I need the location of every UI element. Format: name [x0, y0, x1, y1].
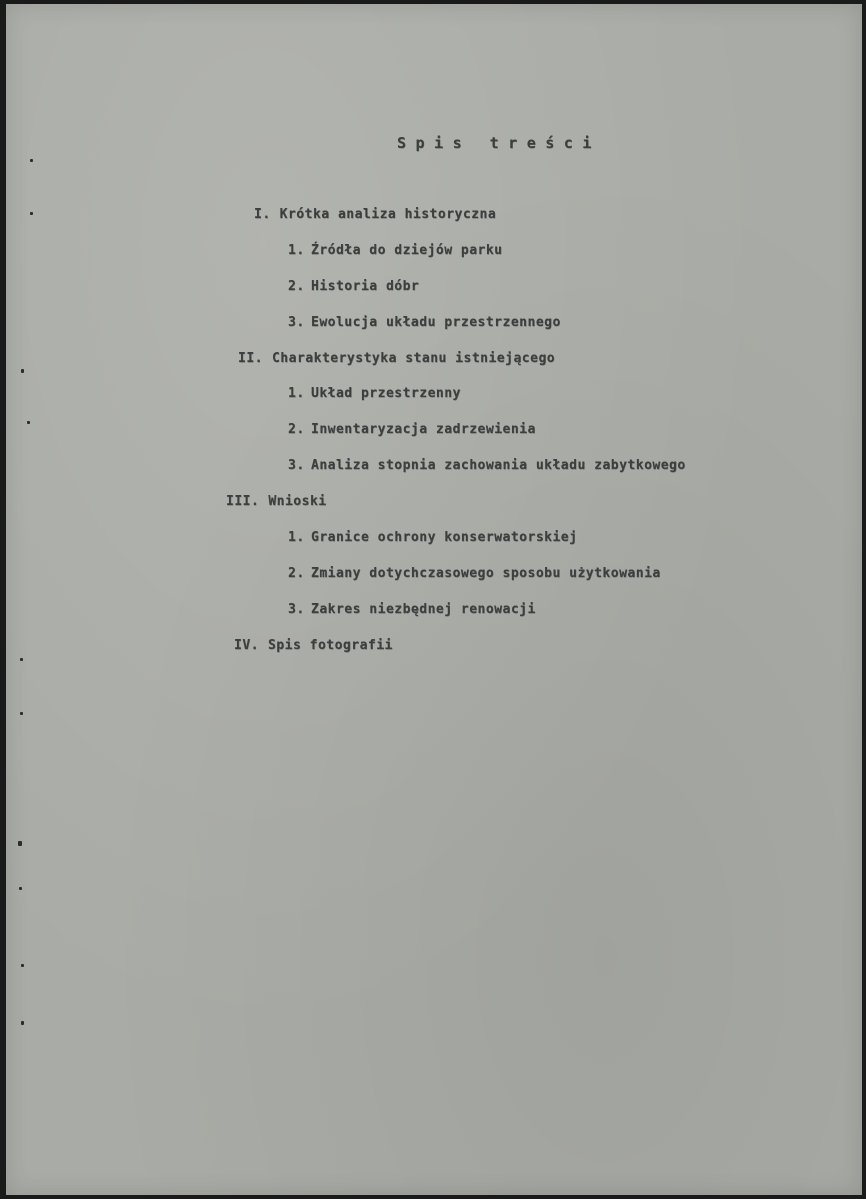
- toc-text: Historia dóbr: [311, 279, 420, 294]
- toc-text: Analiza stopnia zachowania układu zabytkowego: [311, 458, 686, 473]
- toc-text: Ewolucja układu przestrzennego: [311, 315, 561, 330]
- toc-number: 2.: [288, 422, 305, 437]
- toc-subsection: [288, 386, 461, 402]
- toc-text: Granice ochrony konserwatorskiej: [311, 530, 578, 545]
- toc-text: Zmiany dotychczasowego sposobu użytkowania: [311, 566, 661, 581]
- toc-text: Krótka analiza historyczna: [279, 207, 497, 222]
- toc-subsection: [288, 243, 503, 259]
- toc-number: 3.: [288, 315, 305, 330]
- toc-number: 1.: [288, 243, 305, 258]
- punch-mark: [20, 712, 23, 715]
- page-title: Spis treści: [397, 134, 601, 152]
- punch-mark: [21, 369, 24, 373]
- toc-text: Inwentaryzacja zadrzewienia: [311, 422, 536, 437]
- toc-subsection: [288, 279, 419, 295]
- toc-number: 3.: [288, 602, 305, 617]
- toc-number: I.: [254, 207, 271, 222]
- punch-mark: [18, 841, 22, 846]
- toc-number: 2.: [288, 566, 305, 581]
- toc-section: [226, 494, 327, 510]
- toc-text: Spis fotografii: [267, 638, 393, 653]
- toc-section: [234, 638, 393, 654]
- toc-subsection: [288, 602, 536, 618]
- toc-section: [238, 351, 555, 367]
- toc-text: Układ przestrzenny: [311, 386, 461, 401]
- punch-mark: [19, 887, 22, 890]
- punch-mark: [20, 658, 23, 661]
- toc-subsection: [288, 566, 661, 582]
- punch-mark: [30, 212, 33, 215]
- toc-number: IV.: [234, 638, 259, 653]
- punch-mark: [30, 159, 33, 162]
- toc-number: III.: [226, 494, 260, 509]
- toc-subsection: [288, 458, 686, 474]
- toc-number: 1.: [288, 530, 305, 545]
- punch-mark: [21, 964, 24, 967]
- toc-text: Źródła do dziejów parku: [311, 243, 503, 258]
- toc-number: 1.: [288, 386, 305, 401]
- punch-mark: [27, 421, 30, 424]
- punch-mark: [21, 1021, 24, 1025]
- toc-text: Zakres niezbędnej renowacji: [311, 602, 536, 617]
- toc-section: [254, 207, 496, 223]
- toc-number: 3.: [288, 458, 305, 473]
- toc-subsection: [288, 530, 577, 546]
- toc-subsection: [288, 422, 536, 438]
- document-page: [6, 4, 862, 1195]
- toc-number: 2.: [288, 279, 305, 294]
- toc-subsection: [288, 315, 561, 331]
- toc-number: II.: [238, 351, 263, 366]
- toc-text: Charakterystyka stanu istniejącego: [271, 351, 556, 366]
- toc-text: Wnioski: [268, 494, 327, 509]
